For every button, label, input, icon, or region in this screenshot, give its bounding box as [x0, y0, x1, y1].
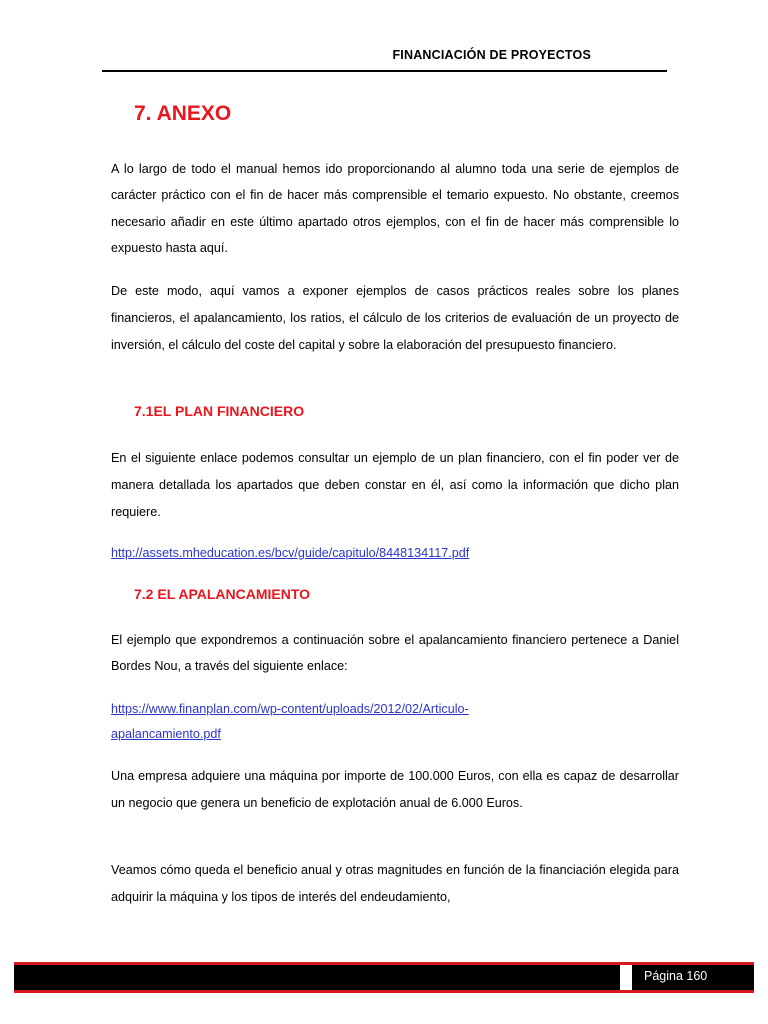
plan-financiero-link[interactable]: http://assets.mheducation.es/bcv/guide/capitulo/8448134117.pdf	[111, 546, 470, 560]
intro-paragraph-1: A lo largo de todo el manual hemos ido proporcionando al alumno toda una serie de ejemplos de carácter práctico con el fin de hacer más comprensible el temario expuesto. No obstante, creemos necesario añadir en este último apartado otros ejemplos, con el fin de hacer más comprensible lo expuesto hasta aquí.	[111, 162, 679, 255]
apalancamiento-link-line-1[interactable]: https://www.finanplan.com/wp-content/uploads/2012/02/Articulo-	[111, 702, 469, 716]
page-number: Página 160	[644, 969, 708, 983]
section-title: 7. ANEXO	[134, 102, 232, 125]
veamos-paragraph: Veamos cómo queda el beneficio anual y otras magnitudes en función de la financiación elegida para adquirir la máquina y los tipos de interés del endeudamiento,	[111, 863, 679, 904]
apalancamiento-paragraph: El ejemplo que expondremos a continuación sobre el apalancamiento financiero pertenece a Daniel Bordes Nou, a través del siguiente enlace:	[111, 633, 679, 674]
empresa-paragraph: Una empresa adquiere una máquina por importe de 100.000 Euros, con ella es capaz de desarrollar un negocio que genera un beneficio de explotación anual de 6.000 Euros.	[111, 769, 679, 810]
footer-divider	[620, 965, 632, 990]
apalancamiento-link-line-2[interactable]: apalancamiento.pdf	[111, 727, 221, 741]
plan-financiero-paragraph: En el siguiente enlace podemos consultar un ejemplo de un plan financiero, con el fin poder ver de manera detallada los apartados que deben constar en él, así como la información que dicho plan requiere.	[111, 451, 679, 519]
subsection-title-apalancamiento: 7.2 EL APALANCAMIENTO	[134, 586, 311, 602]
intro-paragraph-2: De este modo, aquí vamos a exponer ejemplos de casos prácticos reales sobre los planes financieros, el apalancamiento, los ratios, el cálculo de los criterios de evaluación de un proyecto de inversión, el cálculo del coste del capital y sobre la elaboración del presupuesto financiero.	[111, 284, 679, 352]
footer-bar	[14, 962, 754, 993]
header-title: FINANCIACIÓN DE PROYECTOS	[392, 48, 591, 62]
page-header	[102, 46, 667, 72]
subsection-title-plan-financiero: 7.1EL PLAN FINANCIERO	[134, 403, 305, 419]
